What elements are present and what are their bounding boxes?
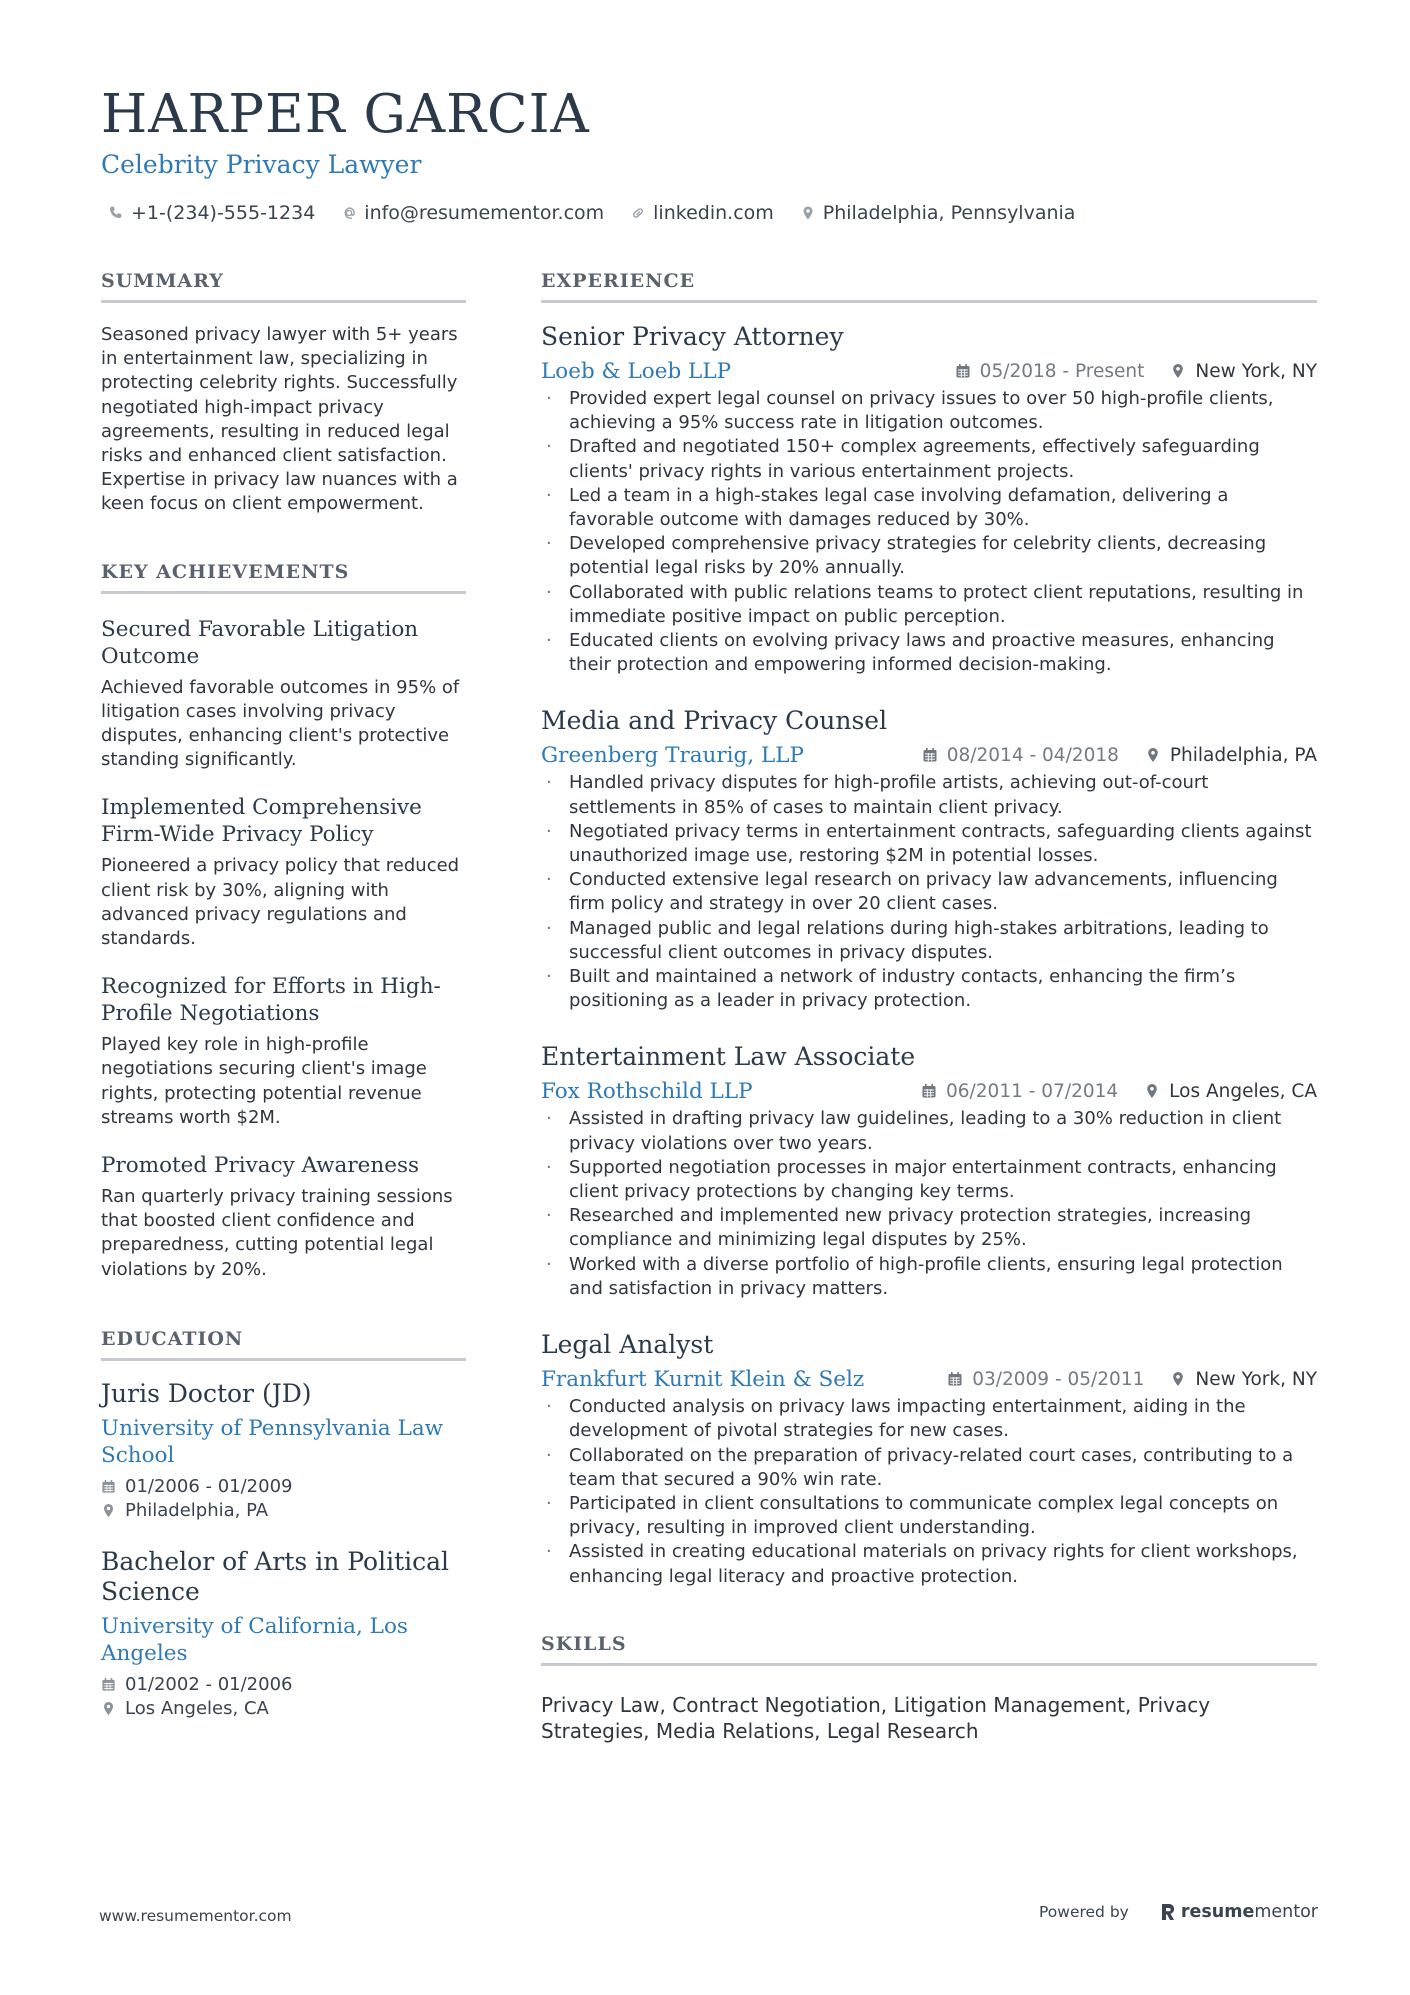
job-bullets: [541, 387, 1317, 677]
dates-text: 08/2014 - 04/2018: [946, 744, 1119, 766]
calendar-icon: [922, 747, 938, 763]
achievement-title: Secured Favorable Litigation Outcome: [101, 616, 419, 669]
job-meta: [947, 1369, 1317, 1390]
location-text: Philadelphia, Pennsylvania: [822, 202, 1076, 224]
education-item: [101, 1379, 466, 1523]
education-dates: [101, 1475, 466, 1499]
job-dates: [947, 1369, 1144, 1390]
education-location: [101, 1697, 466, 1721]
contact-linkedin[interactable]: [630, 202, 774, 224]
achievement-item: [101, 973, 466, 1130]
list-item: · Supported negotiation processes in major entertainment contracts, enhancing client privacy protections by changing key terms.: [541, 1156, 1317, 1204]
list-item: · Built and maintained a network of industry contacts, enhancing the firm’s positioning as a leader in privacy protection.: [541, 965, 1317, 1013]
list-item: · Managed public and legal relations during high-stakes arbitrations, leading to successful client outcomes in privacy disputes.: [541, 917, 1317, 965]
job-row: [541, 1077, 1317, 1105]
education-heading: EDUCATION: [101, 1326, 466, 1361]
job-role: Senior Privacy Attorney: [541, 322, 844, 351]
map-pin-icon: [1145, 747, 1161, 763]
job-meta: [955, 361, 1317, 382]
job-role: Entertainment Law Associate: [541, 1042, 916, 1072]
achievement-title: Implemented Comprehensive Firm-Wide Privacy Policy: [101, 795, 422, 848]
left-column: [101, 268, 466, 1721]
list-item: · Handled privacy disputes for high-profile artists, achieving out-of-court settlements in 85% of cases to maintain client privacy.: [541, 771, 1317, 819]
job-dates: [955, 361, 1145, 382]
education-item: [101, 1547, 466, 1721]
achievement-desc: Pioneered a privacy policy that reduced client risk by 30%, aligning with advanced privacy regulations and standards.: [101, 855, 460, 950]
dates-text: 05/2018 - Present: [979, 360, 1145, 382]
candidate-title: Celebrity Privacy Lawyer: [101, 150, 422, 179]
location-text: New York, NY: [1195, 1368, 1317, 1390]
list-item: · Developed comprehensive privacy strategies for celebrity clients, decreasing potential legal risks by 20% annually.: [541, 532, 1317, 580]
job-dates: [922, 745, 1119, 766]
map-pin-icon: [1170, 363, 1186, 379]
job-dates: [921, 1081, 1118, 1102]
job-entry: [541, 321, 1317, 677]
achievement-title: Recognized for Efforts in High-Profile Negotiations: [101, 974, 441, 1027]
candidate-name: HARPER GARCIA: [101, 84, 590, 145]
degree-title: Bachelor of Arts in Political Science: [101, 1546, 450, 1606]
education-location: [101, 1499, 466, 1523]
calendar-icon: [947, 1371, 963, 1387]
degree-title: Juris Doctor (JD): [101, 1378, 312, 1408]
resumementor-logo-icon: [1159, 1901, 1177, 1923]
job-role: Media and Privacy Counsel: [541, 706, 888, 736]
job-company: Loeb & Loeb LLP: [541, 358, 732, 384]
link-icon: [630, 205, 646, 221]
job-company: Frankfurt Kurnit Klein & Selz: [541, 1366, 865, 1392]
education-dates: [101, 1673, 466, 1697]
contact-phone[interactable]: [108, 202, 315, 224]
achievement-title: Promoted Privacy Awareness: [101, 1153, 420, 1179]
job-company: Fox Rothschild LLP: [541, 1078, 753, 1104]
summary-text: Seasoned privacy lawyer with 5+ years in entertainment law, specializing in protecting celebrity rights. Successfully negotiated high-impact privacy agreements, resulting in reduced legal risks and enhanced client satisfaction. Expertise in privacy law nuances with a keen focus on client empowerment.: [101, 324, 458, 515]
list-item: · Conducted extensive legal research on privacy law advancements, influencing firm policy and strategy in over 20 client cases.: [541, 868, 1317, 916]
job-entry: [541, 1329, 1317, 1589]
list-item: · Participated in client consultations to communicate complex legal concepts on privacy, resulting in improved client understanding.: [541, 1492, 1317, 1540]
calendar-icon: [955, 363, 971, 379]
list-item: · Collaborated on the preparation of privacy-related court cases, contributing to a team that secured a 90% win rate.: [541, 1444, 1317, 1492]
summary-heading: SUMMARY: [101, 268, 466, 303]
list-item: · Negotiated privacy terms in entertainment contracts, safeguarding clients against unauthorized image use, restoring $2M in potential losses.: [541, 820, 1317, 868]
achievement-item: [101, 616, 466, 773]
dates-text: 01/2002 - 01/2006: [125, 1673, 293, 1695]
list-item: · Educated clients on evolving privacy laws and proactive measures, enhancing their protection and empowering informed decision-making.: [541, 629, 1317, 677]
job-bullets: [541, 1107, 1317, 1301]
achievements-heading: KEY ACHIEVEMENTS: [101, 559, 466, 594]
achievement-desc: Achieved favorable outcomes in 95% of litigation cases involving privacy disputes, enhancing client's protective standing significantly.: [101, 676, 460, 771]
map-pin-icon: [800, 205, 816, 221]
job-location: [1145, 745, 1317, 766]
list-item: · Collaborated with public relations teams to protect client reputations, resulting in immediate positive impact on public perception.: [541, 581, 1317, 629]
dates-text: 03/2009 - 05/2011: [972, 1368, 1145, 1390]
map-pin-icon: [101, 1701, 116, 1716]
list-item: · Worked with a diverse portfolio of high-profile clients, ensuring legal protection and satisfaction in privacy matters.: [541, 1253, 1317, 1301]
skills-text: Privacy Law, Contract Negotiation, Litigation Management, Privacy Strategies, Media Relations, Legal Research: [541, 1692, 1211, 1743]
location-text: Philadelphia, PA: [125, 1499, 269, 1521]
job-bullets: [541, 771, 1317, 1013]
phone-icon: [108, 205, 124, 221]
calendar-icon: [921, 1083, 937, 1099]
list-item: · Drafted and negotiated 150+ complex agreements, effectively safeguarding clients' privacy rights in various entertainment projects.: [541, 435, 1317, 483]
linkedin-text: linkedin.com: [653, 202, 774, 224]
phone-text: +1-(234)-555-1234: [131, 202, 316, 224]
list-item: · Researched and implemented new privacy protection strategies, increasing compliance and minimizing legal disputes by 25%.: [541, 1204, 1317, 1252]
job-meta: [922, 745, 1317, 766]
brand-light: mentor: [1254, 1902, 1318, 1922]
experience-heading: EXPERIENCE: [541, 268, 1317, 303]
job-row: [541, 357, 1317, 385]
job-entry: [541, 705, 1317, 1013]
list-item: · Assisted in drafting privacy law guidelines, leading to a 30% reduction in client privacy violations over two years.: [541, 1107, 1317, 1155]
location-text: Los Angeles, CA: [125, 1697, 269, 1719]
dates-text: 06/2011 - 07/2014: [946, 1080, 1119, 1102]
calendar-icon: [101, 1677, 116, 1692]
dates-text: 01/2006 - 01/2009: [125, 1475, 293, 1497]
calendar-icon: [101, 1479, 116, 1494]
school-name: University of Pennsylvania Law School: [101, 1415, 444, 1468]
job-location: [1170, 1369, 1317, 1390]
job-role: Legal Analyst: [541, 1330, 714, 1360]
job-entry: [541, 1041, 1317, 1301]
achievement-item: [101, 1152, 466, 1282]
list-item: · Conducted analysis on privacy laws impacting entertainment, aiding in the development of pivotal strategies for new cases.: [541, 1395, 1317, 1443]
job-company: Greenberg Traurig, LLP: [541, 742, 804, 768]
achievement-desc: Ran quarterly privacy training sessions that boosted client confidence and preparedness, cutting potential legal violations by 20%.: [101, 1186, 453, 1280]
brand-name: [1181, 1902, 1318, 1922]
job-row: [541, 1365, 1317, 1393]
contact-location: [800, 202, 1076, 224]
job-bullets: [541, 1395, 1317, 1589]
achievement-item: [101, 794, 466, 951]
list-item: · Assisted in creating educational materials on privacy rights for client workshops, enhancing legal literacy and proactive protection.: [541, 1540, 1317, 1588]
skills-heading: SKILLS: [541, 1631, 1317, 1666]
map-pin-icon: [101, 1503, 116, 1518]
school-name: University of California, Los Angeles: [101, 1613, 408, 1666]
job-meta: [921, 1081, 1317, 1102]
location-text: New York, NY: [1195, 360, 1317, 382]
map-pin-icon: [1144, 1083, 1160, 1099]
location-text: Philadelphia, PA: [1169, 744, 1317, 766]
job-location: [1144, 1081, 1317, 1102]
job-location: [1170, 361, 1317, 382]
list-item: · Led a team in a high-stakes legal case involving defamation, delivering a favorable outcome with damages reduced by 30%.: [541, 484, 1317, 532]
footer-url[interactable]: www.resumementor.com: [99, 1907, 292, 1925]
map-pin-icon: [1170, 1371, 1186, 1387]
list-item: · Provided expert legal counsel on privacy issues to over 50 high-profile clients, achieving a 95% success rate in litigation outcomes.: [541, 387, 1317, 435]
powered-by-text: Powered by: [1039, 1903, 1129, 1921]
email-text: info@resumementor.com: [364, 202, 605, 224]
location-text: Los Angeles, CA: [1169, 1080, 1317, 1102]
job-row: [541, 741, 1317, 769]
footer-brand[interactable]: [1039, 1901, 1318, 1923]
contact-bar: [108, 200, 1101, 226]
achievement-desc: Played key role in high-profile negotiations securing client's image rights, protecting potential revenue streams worth $2M.: [101, 1034, 427, 1128]
contact-email[interactable]: [341, 202, 604, 224]
at-icon: [341, 205, 357, 221]
right-column: [541, 268, 1317, 1744]
brand-bold: resume: [1180, 1902, 1255, 1922]
